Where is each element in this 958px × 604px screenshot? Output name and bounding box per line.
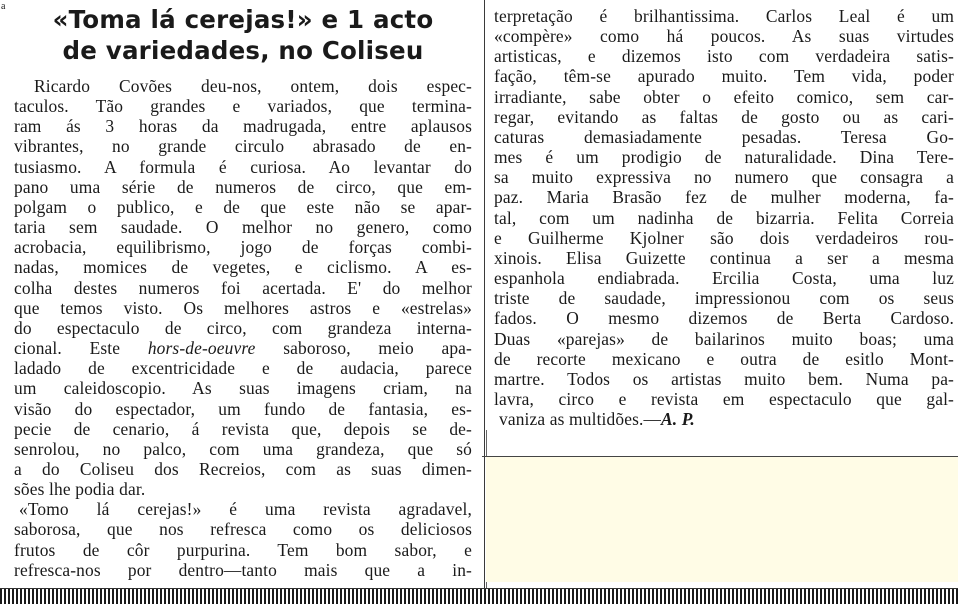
headline xyxy=(14,4,472,66)
body-line: regar, evitando as faltas de gosto ou as cari- xyxy=(494,106,954,127)
body-line: Ricardo Covões deu-nos, ontem, dois espec- xyxy=(34,76,472,96)
cut-edge xyxy=(482,456,958,457)
body-line: xinois. Elisa Guizette continua a ser a mesma xyxy=(494,247,954,268)
body-line: «Tomo lá cerejas!» é uma revista agradavel, xyxy=(19,499,472,520)
body-line: taculos. Tão grandes e variados, que termina- xyxy=(14,96,472,117)
body-line: sa muito expressiva no numero que consagra a xyxy=(494,167,954,188)
left-column xyxy=(14,4,472,582)
body-line: vibrantes, no grande circulo abrasado de en- xyxy=(14,136,472,157)
body-line: visão do espectador, um fundo de fantasia, es- xyxy=(14,398,472,419)
body-line: pano uma série de numeros de circo, que em- xyxy=(14,176,472,197)
body-line: terpretação é brilhantissima. Carlos Leal é um xyxy=(494,6,954,26)
headline-line-2: de variedades, no Coliseu xyxy=(62,36,424,65)
body-line: senrolou, no palco, com uma grandeza, que só xyxy=(14,438,472,459)
article-body-right xyxy=(494,6,954,426)
body-line: triste de saudade, impressionou com os seus xyxy=(494,288,954,309)
body-line: fados. O mesmo dizemos de Berta Cardoso. xyxy=(494,308,954,329)
scan-border-strip xyxy=(0,588,958,604)
body-line: paz. Maria Brasão fez de mulher moderna, fa- xyxy=(494,187,954,208)
body-line-signature xyxy=(494,409,954,426)
body-line-mixed xyxy=(14,338,472,358)
body-line: ram ás 3 horas da madrugada, entre aplausos xyxy=(14,116,472,137)
body-line: tusiasmo. A formula é curiosa. Ao levantar do xyxy=(14,156,472,177)
column-divider xyxy=(484,0,485,588)
body-line: taria sem saudade. O melhor no genero, como xyxy=(14,217,472,238)
author-initials: A. P. xyxy=(661,409,695,426)
body-line: martre. Todos os artistas muito bem. Numa pa- xyxy=(494,368,954,389)
body-line: irradiante, sabe obter o efeito comico, sem car- xyxy=(494,86,954,107)
body-line: lavra, circo e revista em espectaculo que gal- xyxy=(494,388,954,409)
right-column xyxy=(494,6,954,426)
body-line: do espectaculo de circo, com grandeza interna- xyxy=(14,317,472,338)
margin-marker: a xyxy=(1,1,6,12)
body-line: um caleidoscopio. As suas imagens criam, na xyxy=(14,378,472,399)
body-text: cional. Este xyxy=(14,338,121,359)
italic-phrase: hors-de-oeuvre xyxy=(147,338,256,359)
body-line: frutos de côr purpurina. Tem bom sabor, e xyxy=(14,539,472,560)
body-line: pecie de cenario, á revista que, depois se de- xyxy=(14,418,472,439)
body-line: saborosa, que nos refresca como os deliciosos xyxy=(14,519,472,540)
body-line: polgam o publico, e de que este não se apar- xyxy=(14,196,472,217)
body-line: que temos visto. Os melhores astros e «estrelas» xyxy=(14,297,472,318)
body-line: fação, têm-se apurado muito. Tem vida, poder xyxy=(494,66,954,87)
body-line: «compère» como há poucos. As suas virtudes xyxy=(494,26,954,47)
body-line: ladado de excentricidade e de audacia, parece xyxy=(14,358,472,379)
blank-area xyxy=(486,456,958,582)
body-line: artisticas, e dizemos isto com verdadeira satis- xyxy=(494,46,954,67)
body-line: Duas «parejas» de bailarinos muito boas; uma xyxy=(494,328,954,349)
body-line: e Guilherme Kjolner são dois verdadeiros rou- xyxy=(494,227,954,248)
body-line: de recorte mexicano e outra de esitlo Mont- xyxy=(494,348,954,369)
article-body-left xyxy=(14,76,472,580)
body-line: sões lhe podia dar. xyxy=(14,479,146,500)
body-line: nadas, momices de vegetes, e ciclismo. A es- xyxy=(14,257,472,278)
body-line: espanhola endiabrada. Ercilia Costa, uma luz xyxy=(494,268,954,289)
body-line: refresca-nos por dentro—tanto mais que a in- xyxy=(14,559,472,580)
body-line: a do Coliseu dos Recreios, com as suas dimen- xyxy=(14,458,472,479)
headline-line-1: «Toma lá cerejas!» e 1 acto xyxy=(52,5,434,34)
body-text: vaniza as multidões.— xyxy=(499,409,662,426)
body-line: caturas demasiadamente pesadas. Teresa Go- xyxy=(494,126,954,147)
body-text: saboroso, meio apa- xyxy=(283,338,472,359)
body-line: acrobacia, equilibrismo, jogo de forças combi- xyxy=(14,237,472,258)
body-line: mes é um prodigio de naturalidade. Dina Tere- xyxy=(494,147,954,168)
body-line: tal, com um nadinha de bizarria. Felita Correia xyxy=(494,207,954,228)
body-line: colha destes numeros foi acertada. E' do melhor xyxy=(14,277,472,298)
